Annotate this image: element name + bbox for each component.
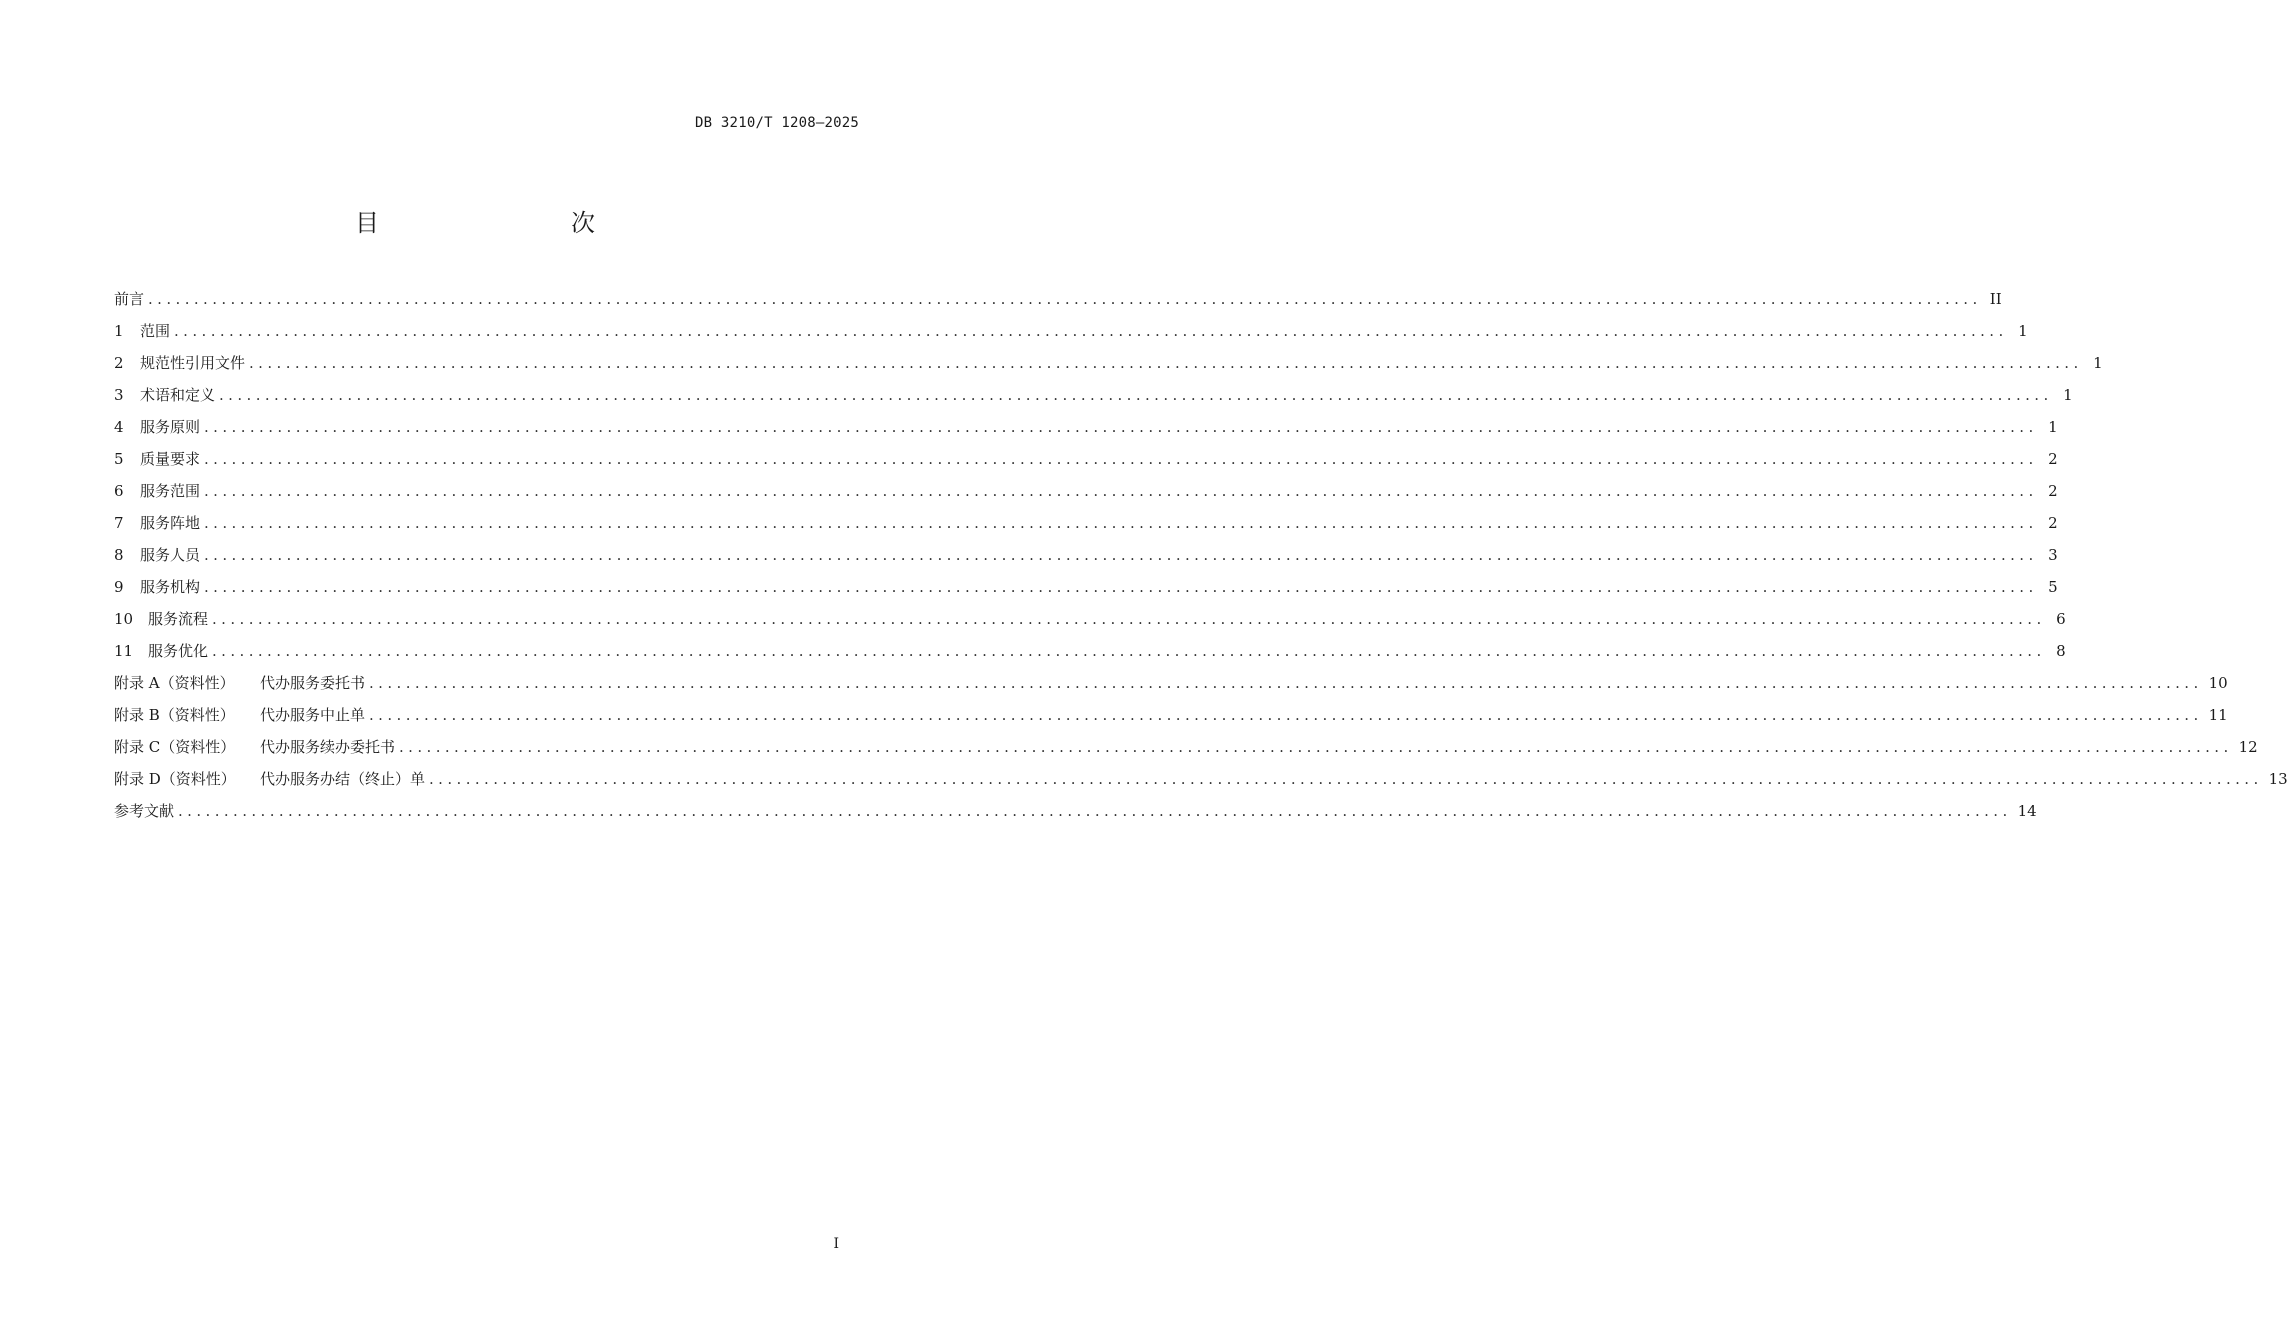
toc-entry-page: 1 xyxy=(2048,418,2058,436)
page-number: I xyxy=(833,1236,839,1252)
toc-entry-section-10[interactable] xyxy=(114,607,2066,639)
toc-entry-appendix-a[interactable] xyxy=(114,671,2228,703)
toc-entry-page: 2 xyxy=(2048,514,2058,532)
toc-dot-leader: ........................................................................................................................................................................................................ xyxy=(369,706,2203,724)
toc-dot-leader: ........................................................................................................................................................................................................ xyxy=(204,514,2038,532)
toc-dot-leader: ........................................................................................................................................................................................................ xyxy=(204,450,2038,468)
toc-entry-section-2[interactable] xyxy=(114,351,2103,383)
toc-entry-section-7[interactable] xyxy=(114,511,2058,543)
toc-dot-leader: ........................................................................................................................................................................................................ xyxy=(204,546,2038,564)
toc-entry-page: 1 xyxy=(2093,354,2103,372)
toc-entry-section-5[interactable] xyxy=(114,447,2058,479)
toc-entry-number: 7 xyxy=(114,514,124,532)
toc-entry-number: 1 xyxy=(114,322,124,340)
toc-entry-section-8[interactable] xyxy=(114,543,2058,575)
toc-title: 目 次 xyxy=(355,209,643,237)
toc-entry-page: 12 xyxy=(2238,738,2258,756)
toc-entry-label: 服务机构 xyxy=(140,578,201,596)
toc-entry-appendix-d[interactable] xyxy=(114,767,2288,799)
toc-entry-number: 3 xyxy=(114,386,124,404)
toc-entry-page: 11 xyxy=(2208,706,2228,724)
toc-dot-leader: ........................................................................................................................................................................................................ xyxy=(148,290,1982,308)
toc-entry-label: 范围 xyxy=(140,322,171,340)
document-code: DB 3210/T 1208—2025 xyxy=(695,115,859,131)
toc-entry-page: 5 xyxy=(2048,578,2058,596)
toc-dot-leader: ........................................................................................................................................................................................................ xyxy=(399,738,2233,756)
toc-entry-label: 服务原则 xyxy=(140,418,201,436)
toc-entry-page: 3 xyxy=(2048,546,2058,564)
toc-entry-label: 服务人员 xyxy=(140,546,201,564)
toc-entry-number: 附录 B（资料性） xyxy=(114,706,235,724)
toc-dot-leader: ........................................................................................................................................................................................................ xyxy=(178,802,2012,820)
table-of-contents xyxy=(114,287,2288,831)
toc-entry-page: II xyxy=(1989,290,2002,308)
toc-entry-section-1[interactable] xyxy=(114,319,2028,351)
toc-entry-foreword[interactable] xyxy=(114,287,2002,319)
toc-entry-label: 质量要求 xyxy=(140,450,201,468)
toc-entry-label: 前言 xyxy=(114,290,145,308)
toc-dot-leader: ........................................................................................................................................................................................................ xyxy=(174,322,2008,340)
toc-entry-number: 5 xyxy=(114,450,124,468)
toc-dot-leader: ........................................................................................................................................................................................................ xyxy=(429,770,2263,788)
toc-entry-page: 6 xyxy=(2056,610,2066,628)
toc-entry-number: 11 xyxy=(114,642,134,660)
toc-entry-number: 附录 A（资料性） xyxy=(114,674,235,692)
toc-entry-page: 1 xyxy=(2063,386,2073,404)
toc-entry-bibliography[interactable] xyxy=(114,799,2037,831)
toc-entry-label: 代办服务续办委托书 xyxy=(260,738,396,756)
toc-entry-number: 9 xyxy=(114,578,124,596)
toc-entry-label: 服务范围 xyxy=(140,482,201,500)
toc-entry-number: 附录 D（资料性） xyxy=(114,770,236,788)
toc-entry-number: 附录 C（资料性） xyxy=(114,738,236,756)
toc-entry-page: 8 xyxy=(2056,642,2066,660)
toc-entry-section-11[interactable] xyxy=(114,639,2066,671)
toc-entry-label: 规范性引用文件 xyxy=(140,354,246,372)
toc-entry-page: 1 xyxy=(2018,322,2028,340)
toc-entry-page: 2 xyxy=(2048,482,2058,500)
toc-entry-section-6[interactable] xyxy=(114,479,2058,511)
toc-entry-page: 2 xyxy=(2048,450,2058,468)
toc-dot-leader: ........................................................................................................................................................................................................ xyxy=(204,578,2038,596)
toc-dot-leader: ........................................................................................................................................................................................................ xyxy=(369,674,2203,692)
toc-entry-number: 6 xyxy=(114,482,124,500)
toc-entry-number: 2 xyxy=(114,354,124,372)
toc-entry-appendix-b[interactable] xyxy=(114,703,2228,735)
toc-entry-label: 服务优化 xyxy=(148,642,209,660)
toc-entry-number: 4 xyxy=(114,418,124,436)
toc-entry-page: 10 xyxy=(2208,674,2228,692)
toc-entry-label: 代办服务中止单 xyxy=(260,706,366,724)
toc-entry-label: 术语和定义 xyxy=(140,386,216,404)
toc-entry-label: 代办服务委托书 xyxy=(260,674,366,692)
toc-entry-number: 10 xyxy=(114,610,134,628)
toc-entry-label: 代办服务办结（终止）单 xyxy=(260,770,426,788)
toc-entry-label: 参考文献 xyxy=(114,802,175,820)
toc-entry-number: 8 xyxy=(114,546,124,564)
toc-entry-appendix-c[interactable] xyxy=(114,735,2258,767)
toc-entry-section-9[interactable] xyxy=(114,575,2058,607)
toc-entry-label: 服务阵地 xyxy=(140,514,201,532)
toc-entry-page: 13 xyxy=(2268,770,2288,788)
toc-dot-leader: ........................................................................................................................................................................................................ xyxy=(219,386,2053,404)
toc-entry-section-4[interactable] xyxy=(114,415,2058,447)
toc-dot-leader: ........................................................................................................................................................................................................ xyxy=(204,482,2038,500)
toc-dot-leader: ........................................................................................................................................................................................................ xyxy=(212,610,2046,628)
toc-dot-leader: ........................................................................................................................................................................................................ xyxy=(249,354,2083,372)
toc-entry-section-3[interactable] xyxy=(114,383,2073,415)
toc-dot-leader: ........................................................................................................................................................................................................ xyxy=(204,418,2038,436)
toc-entry-label: 服务流程 xyxy=(148,610,209,628)
toc-entry-page: 14 xyxy=(2017,802,2037,820)
toc-dot-leader: ........................................................................................................................................................................................................ xyxy=(212,642,2046,660)
